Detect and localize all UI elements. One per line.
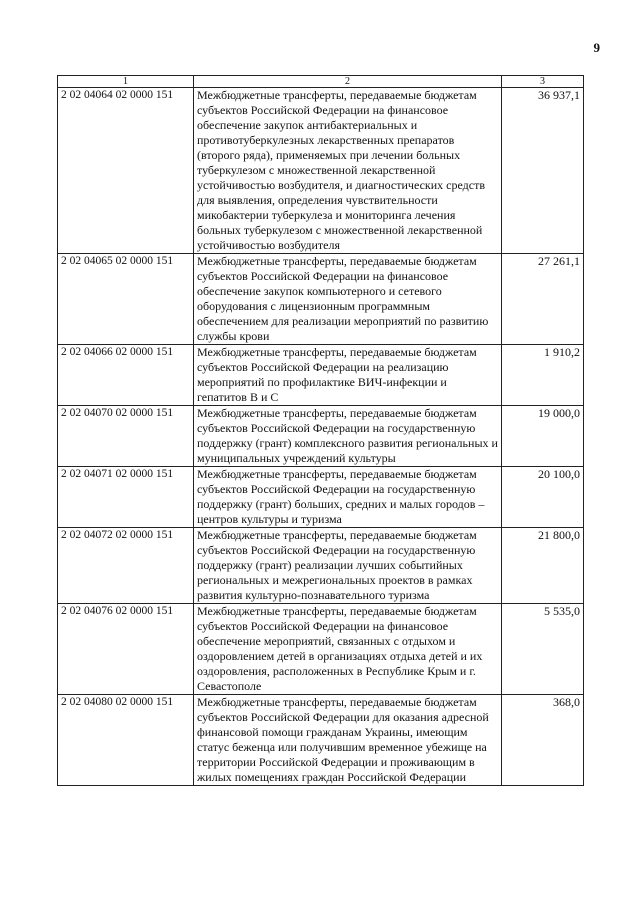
transfer-description: Межбюджетные трансферты, передаваемые бюджетам субъектов Российской Федерации на финансовое обеспечение закупок антибактериальных и противотуберкулезных лекарственных препаратов (второго ряда), применяемых при лечении больных туберкулезом с множественной лекарственной устойчивостью возбудителя, и диагностических средств для выявления, определения чувствительности микобактерии туберкулеза и мониторинга лечения больных туберкулезом с множественной лекарственной устойчивостью возбудителя	[194, 88, 502, 254]
table-row	[58, 406, 584, 467]
transfer-description: Межбюджетные трансферты, передаваемые бюджетам субъектов Российской Федерации на государственную поддержку (грант) больших, средних и малых городов – центров культуры и туризма	[194, 467, 502, 528]
table-row	[58, 695, 584, 786]
budget-code: 2 02 04065 02 0000 151	[58, 254, 194, 345]
amount: 368,0	[502, 695, 584, 786]
table-row	[58, 467, 584, 528]
transfer-description: Межбюджетные трансферты, передаваемые бюджетам субъектов Российской Федерации для оказания адресной финансовой помощи гражданам Украины, имеющим статус беженца или получившим временное убежище на территории Российской Федерации и проживающим в жилых помещениях граждан Российской Федерации	[194, 695, 502, 786]
transfer-description: Межбюджетные трансферты, передаваемые бюджетам субъектов Российской Федерации на финансовое обеспечение мероприятий, связанных с отдыхом и оздоровлением детей в организациях отдыха детей и их оздоровления, расположенных в Республике Крым и г. Севастополе	[194, 604, 502, 695]
amount: 36 937,1	[502, 88, 584, 254]
table-row	[58, 88, 584, 254]
amount: 27 261,1	[502, 254, 584, 345]
table-row	[58, 345, 584, 406]
column-header-name: 2	[194, 76, 502, 88]
column-header-amount: 3	[502, 76, 584, 88]
amount: 20 100,0	[502, 467, 584, 528]
column-header-code: 1	[58, 76, 194, 88]
transfer-description: Межбюджетные трансферты, передаваемые бюджетам субъектов Российской Федерации на государственную поддержку (грант) комплексного развития региональных и муниципальных учреждений культуры	[194, 406, 502, 467]
transfer-description: Межбюджетные трансферты, передаваемые бюджетам субъектов Российской Федерации на государственную поддержку (грант) реализации лучших событийных региональных и межрегиональных проектов в рамках развития культурно-познавательного туризма	[194, 528, 502, 604]
amount: 21 800,0	[502, 528, 584, 604]
table-row	[58, 604, 584, 695]
budget-code: 2 02 04070 02 0000 151	[58, 406, 194, 467]
budget-code: 2 02 04080 02 0000 151	[58, 695, 194, 786]
page-number: 9	[593, 40, 600, 55]
budget-code: 2 02 04072 02 0000 151	[58, 528, 194, 604]
table-row	[58, 254, 584, 345]
table-header-row	[58, 76, 584, 88]
transfer-description: Межбюджетные трансферты, передаваемые бюджетам субъектов Российской Федерации на финансовое обеспечение закупок компьютерного и сетевого оборудования с лицензионным программным обеспечением для реализации мероприятий по развитию службы крови	[194, 254, 502, 345]
budget-code: 2 02 04071 02 0000 151	[58, 467, 194, 528]
budget-table	[57, 75, 584, 786]
transfer-description: Межбюджетные трансферты, передаваемые бюджетам субъектов Российской Федерации на реализацию мероприятий по профилактике ВИЧ-инфекции и гепатитов B и C	[194, 345, 502, 406]
amount: 19 000,0	[502, 406, 584, 467]
amount: 1 910,2	[502, 345, 584, 406]
budget-code: 2 02 04064 02 0000 151	[58, 88, 194, 254]
table-row	[58, 528, 584, 604]
budget-code: 2 02 04066 02 0000 151	[58, 345, 194, 406]
amount: 5 535,0	[502, 604, 584, 695]
budget-code: 2 02 04076 02 0000 151	[58, 604, 194, 695]
